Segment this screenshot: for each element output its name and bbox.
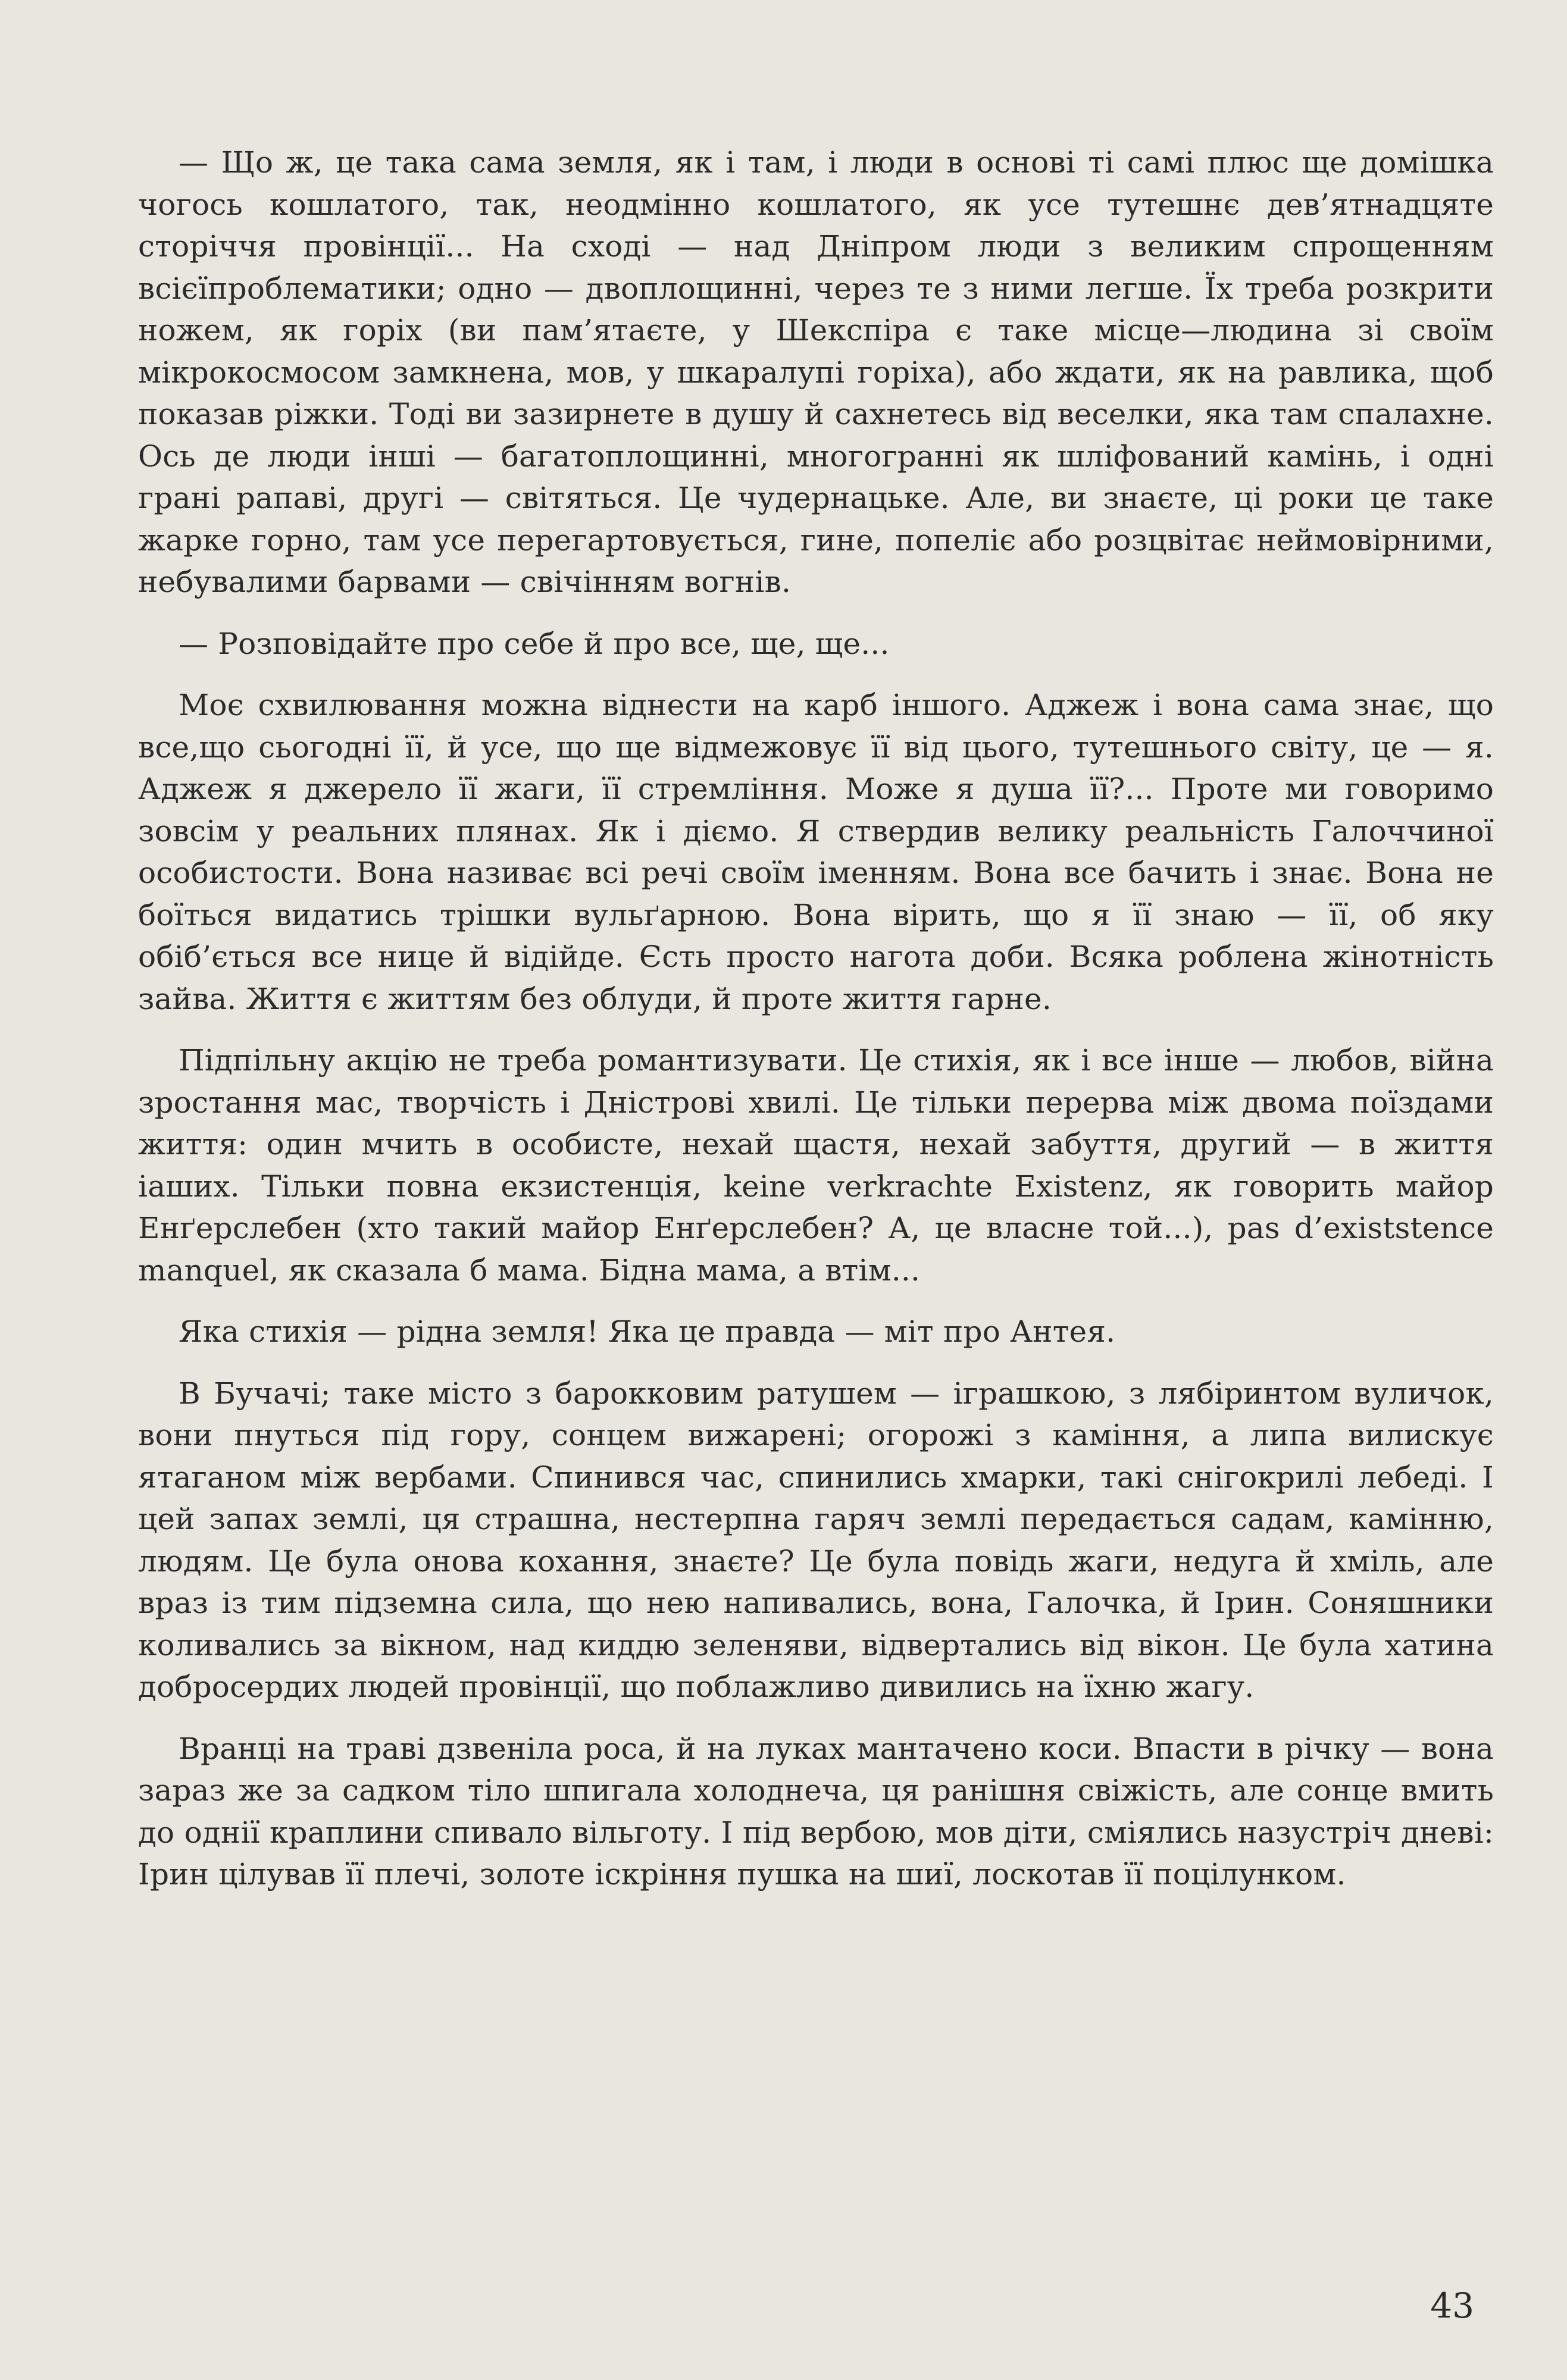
paragraph-4: Підпільну акцію не треба романтизувати. Це стихія, як і все інше — любов, війна зростання мас, творчість і Дністрові хвилі. Це тільки перерва між двома поїздами життя: один мчить в особисте, нехай щастя, нехай забуття, другий — в життя іаших. Тільки повна екзистенція, keine verkrachte Existenz, як говорить майор Енґерслебен (хто такий майор Енґерслебен? А, це власне той...), pas d’existstence manquel, як сказала б мама. Бідна мама, а втім...	[138, 1043, 1494, 1288]
paragraph-7: Вранці на траві дзвеніла роса, й на луках мантачено коси. Впасти в річку — вона зараз же за садком тіло шпигала холоднеча, ця ранішня свіжість, але сонце вмить до однії краплини спивало вільготу. І під вербою, мов діти, сміялись назустріч дневі: Ірин цілував її плечі, золоте іскріння пушка на шиї, лоскотав її поцілунком.	[138, 1731, 1494, 1892]
page-number: 43	[1430, 2285, 1474, 2326]
paragraph-6: В Бучачі; таке місто з барокковим ратушем — іграшкою, з лябіринтом вуличок, вони пнуться під гору, сонцем вижарені; огорожі з каміння, а липа вилискує ятаганом між вербами. Спинився час, спинились хмарки, такі снігокрилі лебеді. І цей запах землі, ця страшна, нестерпна гаряч землі передається садам, камінню, людям. Це була онова кохання, знаєте? Це була повідь жаги, недуга й хміль, але враз із тим підземна сила, що нею напивались, вона, Галочка, й Ірин. Соняшники коливались за вікном, над киддю зеленяви, відвертались від вікон. Це була хатина добросердих людей провінції, що поблажливо дивились на їхню жагу.	[138, 1376, 1494, 1704]
paragraph-5: Яка стихія — рідна земля! Яка це правда — міт про Антея.	[179, 1314, 1116, 1349]
text-column	[138, 142, 1494, 1915]
paragraph-2: — Розповідайте про себе й про все, ще, ще...	[179, 626, 890, 661]
paragraph-1: — Що ж, це така сама земля, як і там, і люди в основі ті самі плюс ще домішка чогось кошлатого, так, неодмінно кошлатого, як усе тутешнє дев’ятнадцяте сторіччя провінції... На сході — над Дніпром люди з великим спрощенням всієїпроблематики; одно — двоплощинні, через те з ними легше. Їх треба розкрити ножем, як горіх (ви пам’ятаєте, у Шекспіра є таке місце—людина зі своїм мікрокосмосом замкнена, мов, у шкаралупі горіха), або ждати, як на равлика, щоб показав ріжки. Тоді ви зазирнете в душу й сахнетесь від веселки, яка там спалахне. Ось де люди інші — багатоплощинні, многогранні як шліфований камінь, і одні грані рапаві, другі — світяться. Це чудернацьке. Але, ви знаєте, ці роки це таке жарке горно, там усе перегартовується, гине, попеліє або розцвітає неймовірними, небувалими барвами — свічінням вогнів.	[138, 145, 1494, 599]
paragraph-3: Моє схвилювання можна віднести на карб іншого. Аджеж і вона сама знає, що все,що сьогодні її, й усе, що ще відмежовує її від цього, тутешнього світу, це — я. Аджеж я джерело її жаги, її стремління. Може я душа її?... Проте ми говоримо зовсім у реальних плянах. Як і діємо. Я ствердив велику реальність Галоччиної особистости. Вона називає всі речі своїм іменням. Вона все бачить і знає. Вона не боїться видатись трішки вульґарною. Вона вірить, що я її знаю — її, об яку обіб’ється все нице й відійде. Єсть просто нагота доби. Всяка роблена жінотність зайва. Життя є життям без облуди, й проте життя гарне.	[138, 688, 1494, 1016]
